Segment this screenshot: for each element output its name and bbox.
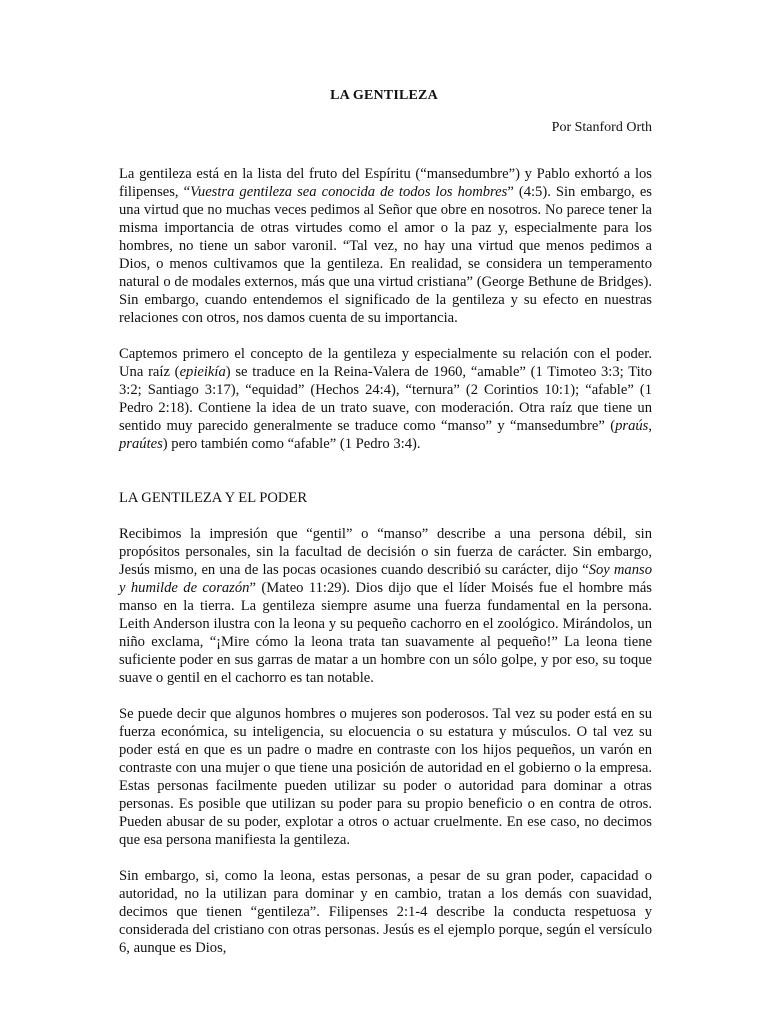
document-title: LA GENTILEZA	[330, 88, 438, 103]
paragraph-3: Recibimos la impresión que “gentil” o “manso” describe a una persona débil, sin propósitos personales, sin la facultad de decisión o sin fuerza de carácter. Sin embargo, Jesús mismo, en una de las pocas ocasiones cuando describió su carácter, dijo “Soy manso y humilde de corazón” (Mateo 11:29). Dios dijo que el líder Moisés fue el hombre más manso en la tierra. La gentileza siempre asume una fuerza fundamental en la persona. Leith Anderson ilustra con la leona y su pequeño cachorro en el zoológico. Mirándolos, un niño exclama, “¡Mire cómo la leona trata tan suavamente al pequeño!” La leona tiene suficiente poder en sus garras de matar a un hombre con un sólo golpe, y por eso, su toque suave o gentil en el cachorro es tan notable.	[119, 526, 652, 686]
document-author: Por Stanford Orth	[551, 120, 652, 135]
paragraph-1: La gentileza está en la lista del fruto del Espíritu (“mansedumbre”) y Pablo exhortó a los filipenses, “Vuestra gentileza sea conocida de todos los hombres” (4:5). Sin embargo, es una virtud que no muchas veces pedimos al Señor que obre en nosotros. No parece tener la misma importancia de otras virtudes como el amor o la paz y, especialmente para los hombres, no tiene un sabor varonil. “Tal vez, no hay una virtud que menos pedimos a Dios, o menos cultivamos que la gentileza. En realidad, se considera un temperamento natural o de modales externos, más que una virtud cristiana” (George Bethune de Bridges). Sin embargo, cuando entendemos el significado de la gentileza y su efecto en nuestras relaciones con otros, nos damos cuenta de su importancia.	[119, 166, 652, 326]
paragraph-2: Captemos primero el concepto de la gentileza y especialmente su relación con el poder. Una raíz (epieikía) se traduce en la Reina-Valera de 1960, “amable” (1 Timoteo 3:3; Tito 3:2; Santiago 3:17), “equidad” (Hechos 24:4), “ternura” (2 Corintios 10:1); “afable” (1 Pedro 2:18). Contiene la idea de un trato suave, con moderación. Otra raíz que tiene un sentido muy parecido generalmente se traduce como “manso” y “mansedumbre” (praús, praútes) pero también como “afable” (1 Pedro 3:4).	[119, 346, 652, 452]
section-heading: LA GENTILEZA Y EL PODER	[119, 490, 308, 506]
document-body	[119, 165, 652, 975]
paragraph-4: Se puede decir que algunos hombres o mujeres son poderosos. Tal vez su poder está en su fuerza económica, su inteligencia, su elocuencia o su estatura y músculos. O tal vez su poder está en que es un padre o madre en contraste con los hijos pequeños, un varón en contraste con una mujer o que tiene una posición de autoridad en el gobierno o la empresa. Estas personas facilmente pueden utilizar su poder o autoridad para dominar a otras personas. Es posible que utilizan su poder para su propio beneficio o en contra de otros. Pueden abusar de su poder, explotar a otros o actuar cruelmente. En ese caso, no decimos que esa persona manifiesta la gentileza.	[119, 706, 652, 848]
paragraph-5: Sin embargo, si, como la leona, estas personas, a pesar de su gran poder, capacidad o autoridad, no la utilizan para dominar y en cambio, tratan a los demás con suavidad, decimos que tienen “gentileza”. Filipenses 2:1-4 describe la conducta respetuosa y considerada del cristiano con otras personas. Jesús es el ejemplo porque, según el versículo 6, aunque es Dios,	[119, 868, 652, 956]
